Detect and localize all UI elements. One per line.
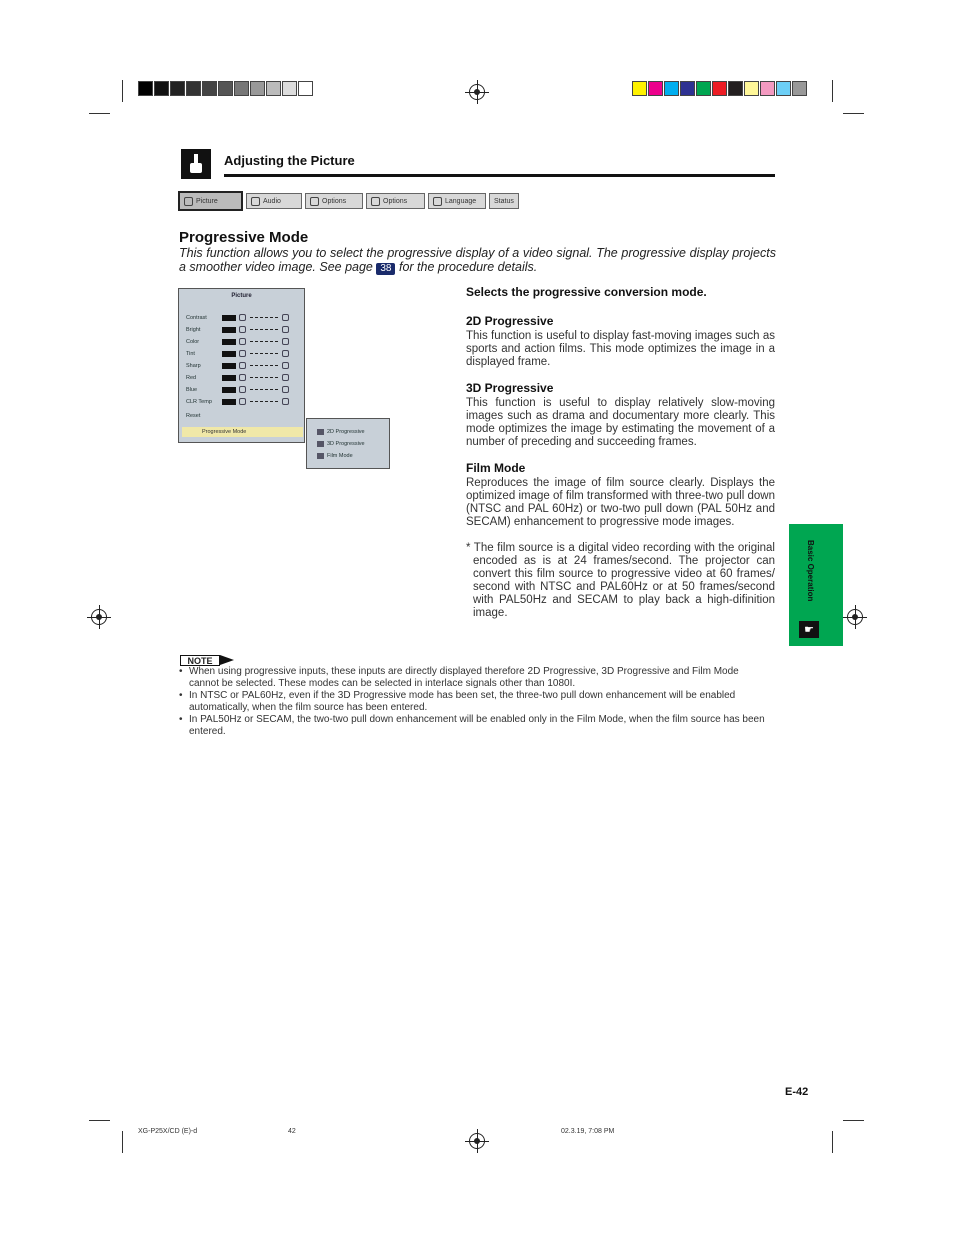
color-swatch	[170, 81, 185, 96]
color-swatch	[298, 81, 313, 96]
color-swatch	[696, 81, 711, 96]
page-title: Progressive Mode	[179, 229, 309, 246]
crop-mark	[89, 113, 110, 114]
menu-row: Bright	[186, 325, 298, 334]
note-arrow-icon	[220, 655, 234, 665]
footer-left: XG-P25X/CD (E)-d	[138, 1128, 198, 1135]
color-swatch	[728, 81, 743, 96]
registration-mark-icon	[91, 609, 107, 625]
lead-text: Selects the progressive conversion mode.	[466, 285, 707, 299]
menu-row: Blue	[186, 385, 298, 394]
color-swatch	[250, 81, 265, 96]
note-list	[179, 666, 769, 738]
color-swatch	[218, 81, 233, 96]
crop-mark	[122, 80, 123, 102]
tab-status: Status	[489, 193, 519, 209]
color-swatch	[776, 81, 791, 96]
crop-mark	[843, 1120, 864, 1121]
section-heading: Film Mode	[466, 461, 526, 475]
crop-mark	[843, 113, 864, 114]
tab-picture: Picture	[178, 191, 243, 211]
section-body: This function is useful to display relatively slow-moving images such as drama and documentary more clearly. This mode optimizes the image by estimating the movement of a number of preceding and succeeding frames.	[466, 397, 775, 448]
tab-options-1: Options	[305, 193, 363, 209]
menu-row: Sharp	[186, 361, 298, 370]
menu-title: Picture	[231, 293, 252, 299]
section-title: Adjusting the Picture	[224, 153, 355, 168]
color-swatch	[202, 81, 217, 96]
pointing-hand-icon	[181, 149, 211, 179]
progressive-submenu	[306, 418, 390, 469]
menu-tabs	[178, 193, 519, 211]
intro-text: This function allows you to select the progressive display of a video signal. The progressive display projects a smoother video image. See page 38 for the procedure details.	[179, 246, 776, 274]
crop-mark	[832, 80, 833, 102]
color-swatch	[744, 81, 759, 96]
crop-mark	[122, 1131, 123, 1153]
color-swatch	[138, 81, 153, 96]
footer-center: 42	[288, 1128, 296, 1135]
footnote: * The film source is a digital video recording with the original encoded as is at 24 frames/second. The projector can convert this film source to progressive video at 60 frames/ second with NTSC and PAL60Hz or at 50 frames/second with PAL50Hz and SECAM to play back a high-difinition image.	[466, 542, 775, 619]
color-bar	[632, 81, 808, 96]
note-item: • When using progressive inputs, these inputs are directly displayed therefore 2D Progressive, 3D Progressive and Film Mode cannot be selected. These modes can be selected in interlace signals other than 1080I.	[179, 666, 769, 690]
color-swatch	[792, 81, 807, 96]
tab-language: Language	[428, 193, 486, 209]
color-swatch	[234, 81, 249, 96]
color-swatch	[282, 81, 297, 96]
registration-mark-icon	[469, 84, 485, 100]
picture-menu-screenshot	[178, 288, 305, 443]
color-swatch	[648, 81, 663, 96]
color-swatch	[154, 81, 169, 96]
hand-pointer-icon: ☛	[799, 621, 819, 638]
color-swatch	[760, 81, 775, 96]
registration-mark-icon	[847, 609, 863, 625]
header-rule	[224, 174, 775, 177]
submenu-item: 2D Progressive	[317, 429, 365, 435]
menu-row: Tint	[186, 349, 298, 358]
section-body: Reproduces the image of film source clearly. Displays the optimized image of film transformed with three-two pull down (NTSC and PAL 60Hz) or two-two pull down (PAL 50Hz and SECAM) enhancement to progressive mode images.	[466, 477, 775, 528]
color-swatch	[680, 81, 695, 96]
submenu-item: Film Mode	[317, 453, 353, 459]
crop-mark	[832, 1131, 833, 1153]
registration-mark-icon	[469, 1133, 485, 1149]
note-item: • In NTSC or PAL60Hz, even if the 3D Progressive mode has been set, the three-two pull down enhancement will be enabled automatically, when the film source has been entered.	[179, 690, 769, 714]
submenu-item: 3D Progressive	[317, 441, 365, 447]
menu-row: Red	[186, 373, 298, 382]
tab-options-2: Options	[366, 193, 425, 209]
section-body: This function is useful to display fast-moving images such as sports and action films. This mode optimizes the image in a displayed frame.	[466, 330, 775, 368]
crop-mark	[89, 1120, 110, 1121]
progressive-mode-row: Progressive Mode	[182, 427, 303, 437]
menu-row: Reset	[186, 412, 201, 419]
gray-color-bar	[138, 81, 314, 96]
page-number: E-42	[785, 1086, 809, 1098]
note-item: • In PAL50Hz or SECAM, the two-two pull down enhancement will be enabled only in the Film Mode, when the film source has been entered.	[179, 714, 769, 738]
footer-right: 02.3.19, 7:08 PM	[561, 1128, 615, 1135]
menu-row: CLR Temp	[186, 397, 298, 406]
color-swatch	[664, 81, 679, 96]
section-heading: 3D Progressive	[466, 381, 554, 395]
color-swatch	[186, 81, 201, 96]
tab-audio: Audio	[246, 193, 302, 209]
page-reference-badge: 38	[376, 263, 395, 275]
color-swatch	[632, 81, 647, 96]
menu-row: Contrast	[186, 313, 298, 322]
side-tab-label: Basic Operation	[806, 540, 815, 602]
section-heading: 2D Progressive	[466, 314, 554, 328]
color-swatch	[266, 81, 281, 96]
note-badge: NOTE	[180, 655, 220, 666]
color-swatch	[712, 81, 727, 96]
menu-row: Color	[186, 337, 298, 346]
